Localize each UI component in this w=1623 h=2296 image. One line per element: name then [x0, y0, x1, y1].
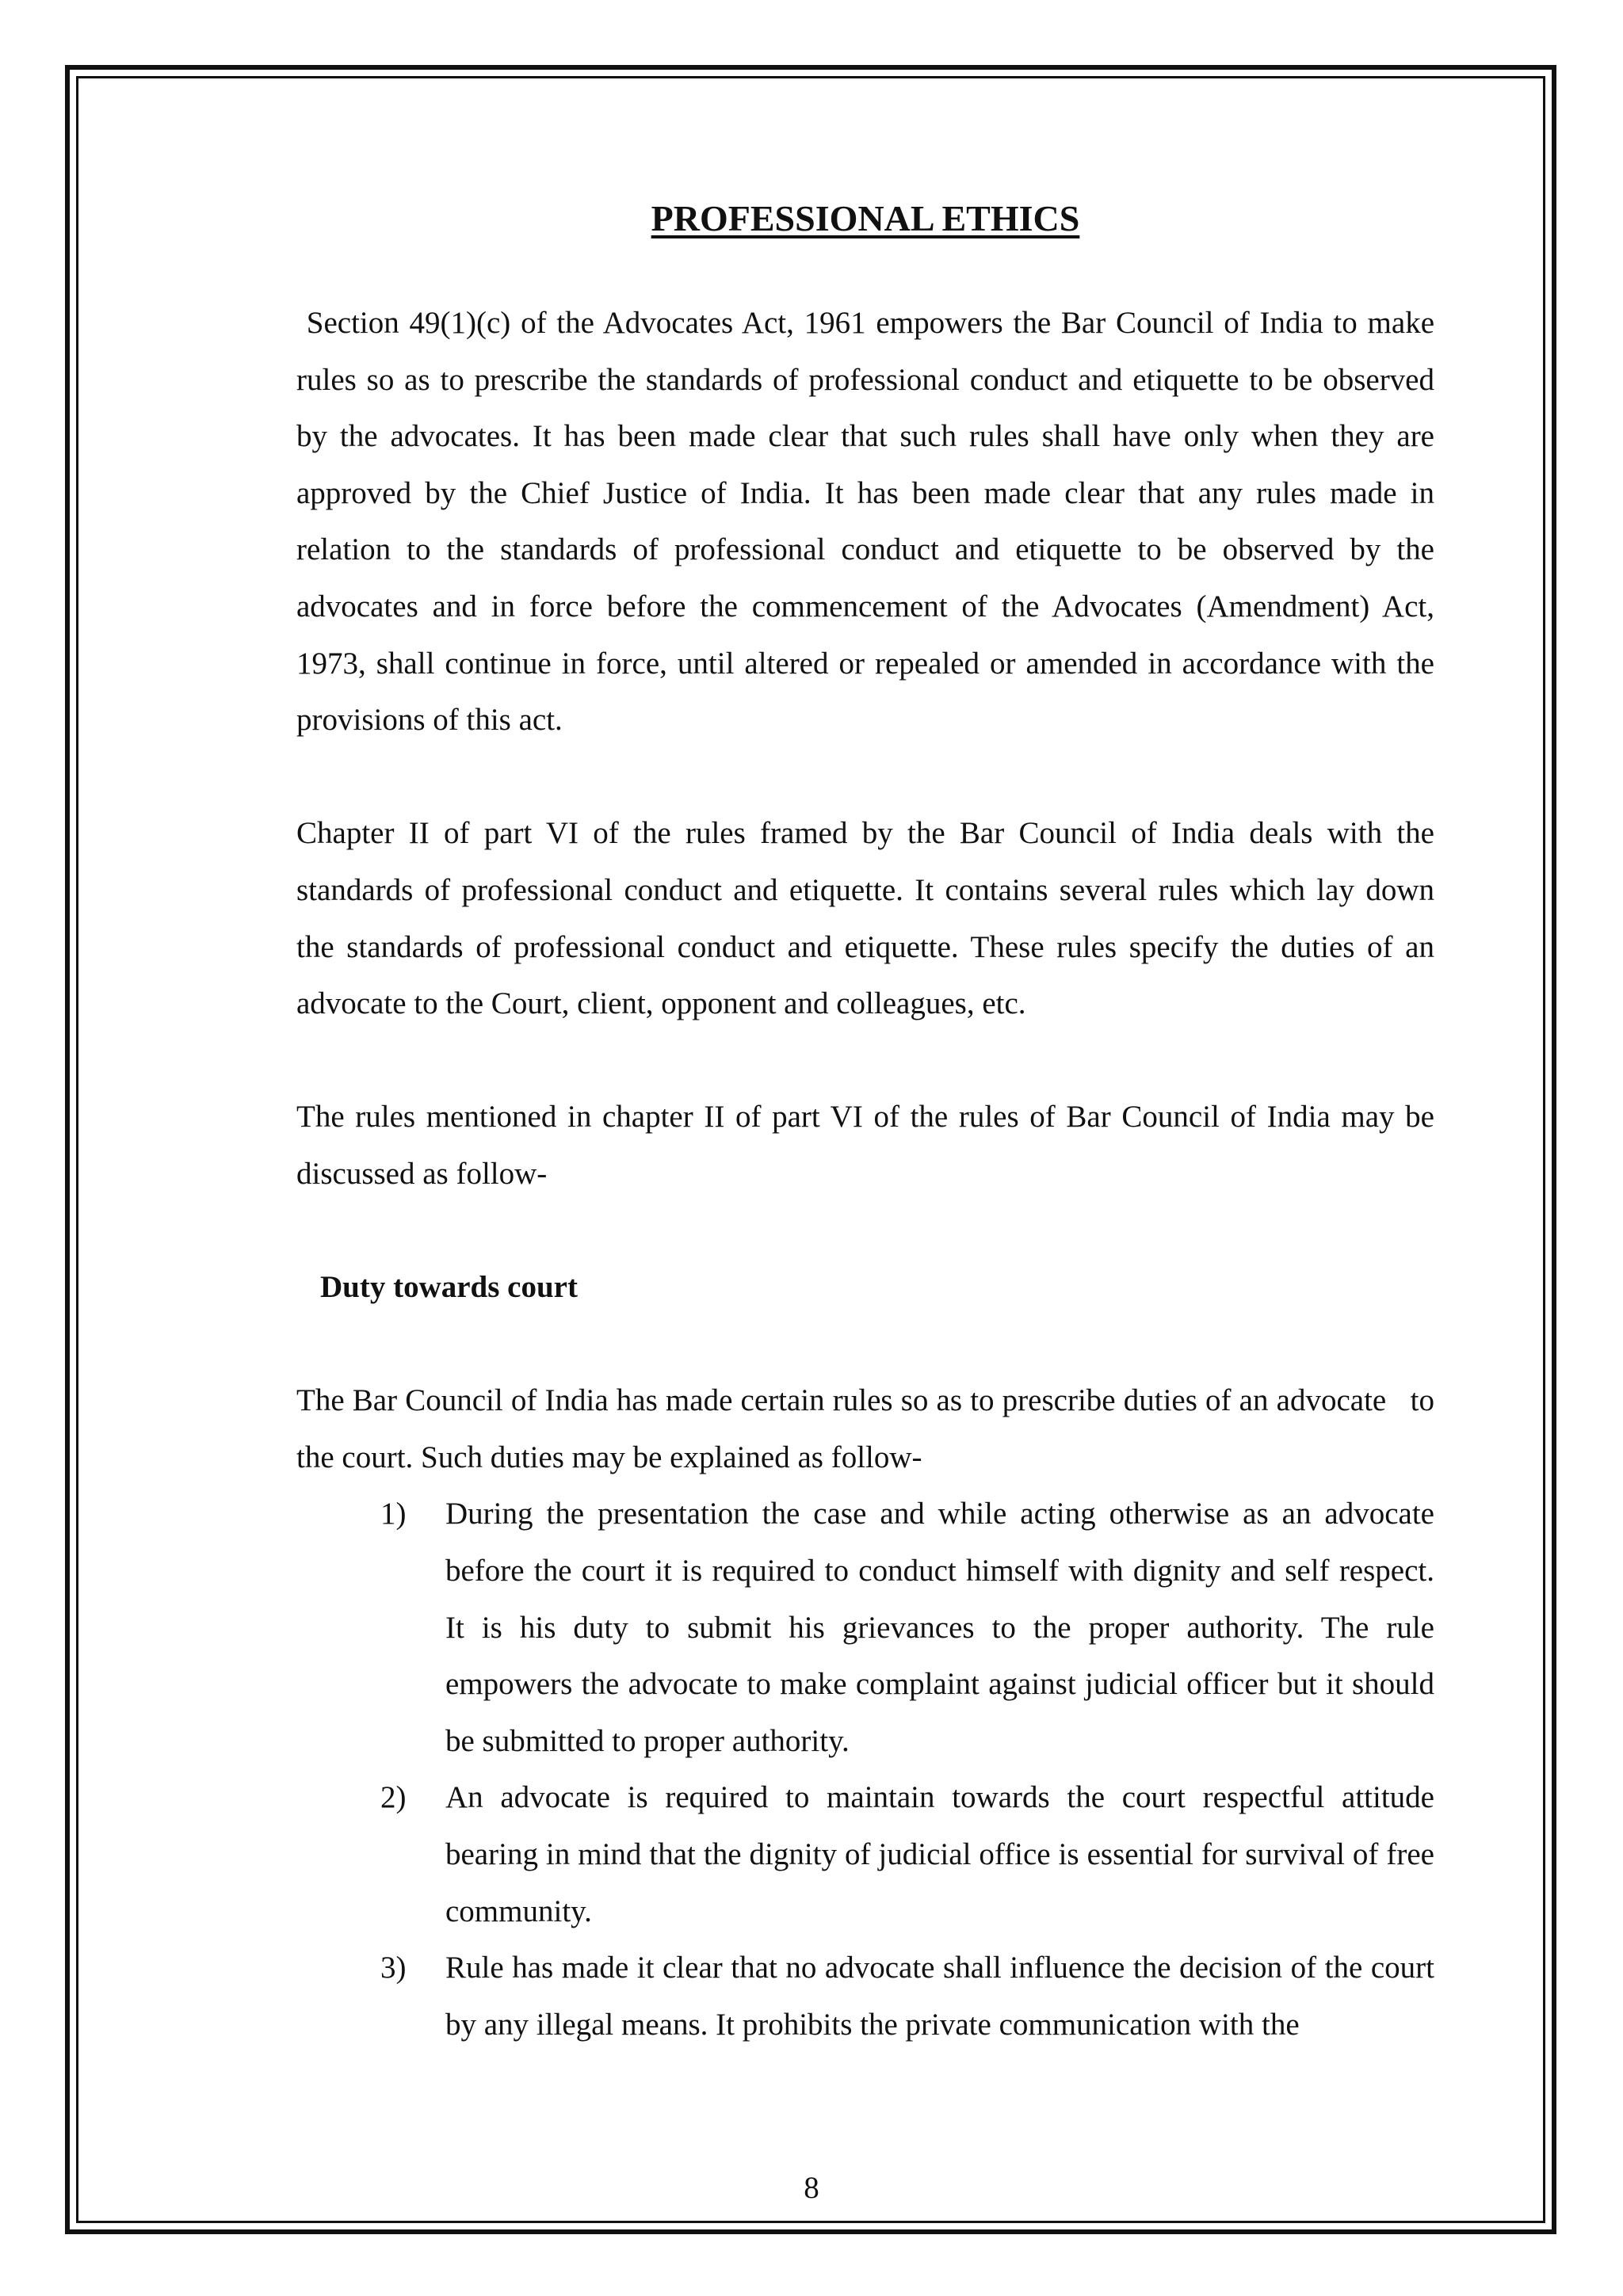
list-item	[380, 1769, 1434, 1939]
paragraph-rules-intro: The rules mentioned in chapter II of part VI of the rules of Bar Council of India may be discussed as follow-	[296, 1100, 1434, 1191]
list-item-text: An advocate is required to maintain towards the court respectful attitude bearing in mind that the dignity of judicial office is essential for survival of free community.	[445, 1780, 1434, 1928]
list-item-number: 2)	[380, 1780, 407, 1815]
duties-list	[296, 1486, 1434, 2053]
list-item	[380, 1939, 1434, 2053]
page-content	[296, 190, 1442, 2053]
list-item-text: Rule has made it clear that no advocate shall influence the decision of the court by any illegal means. It prohibits the private communication with the	[445, 1951, 1434, 2042]
page-title: PROFESSIONAL ETHICS	[651, 198, 1080, 238]
paragraph-section-49: Section 49(1)(c) of the Advocates Act, 1961 empowers the Bar Council of India to make rules so as to prescribe the standards of professional conduct and etiquette to be observed by the advocates. It has been made clear that such rules shall have only when they are approved by the Chief Justice of India. It has been made clear that any rules made in relation to the standards of professional conduct and etiquette to be observed by the advocates and in force before the commencement of the Advocates (Amendment) Act, 1973, shall continue in force, until altered or repealed or amended in accordance with the provisions of this act.	[296, 306, 1442, 738]
paragraph-gap	[296, 1203, 1434, 1260]
section-heading: Duty towards court	[320, 1270, 578, 1305]
list-item-number: 3)	[380, 1951, 407, 1985]
list-item	[380, 1486, 1434, 1769]
paragraph-gap	[296, 1032, 1434, 1089]
paragraph-gap	[296, 1316, 1434, 1373]
paragraph-chapter-ii: Chapter II of part VI of the rules framed by the Bar Council of India deals with the standards of professional conduct and etiquette. It contains several rules which lay down the standards of professional conduct and etiquette. These rules specify the duties of an advocate to the Court, client, opponent and colleagues, etc.	[296, 816, 1434, 1021]
list-item-text: During the presentation the case and while acting otherwise as an advocate before the court it is required to conduct himself with dignity and self respect. It is his duty to submit his grievances to the proper authority. The rule empowers the advocate to make complaint against judicial officer but it should be submitted to proper authority.	[445, 1497, 1434, 1758]
paragraph-gap	[296, 749, 1434, 806]
list-item-number: 1)	[380, 1497, 407, 1531]
section-intro: The Bar Council of India has made certain rules so as to prescribe duties of an advocate to the court. Such duties may be explained as follow-	[296, 1383, 1442, 1474]
page-number: 8	[804, 2171, 819, 2205]
